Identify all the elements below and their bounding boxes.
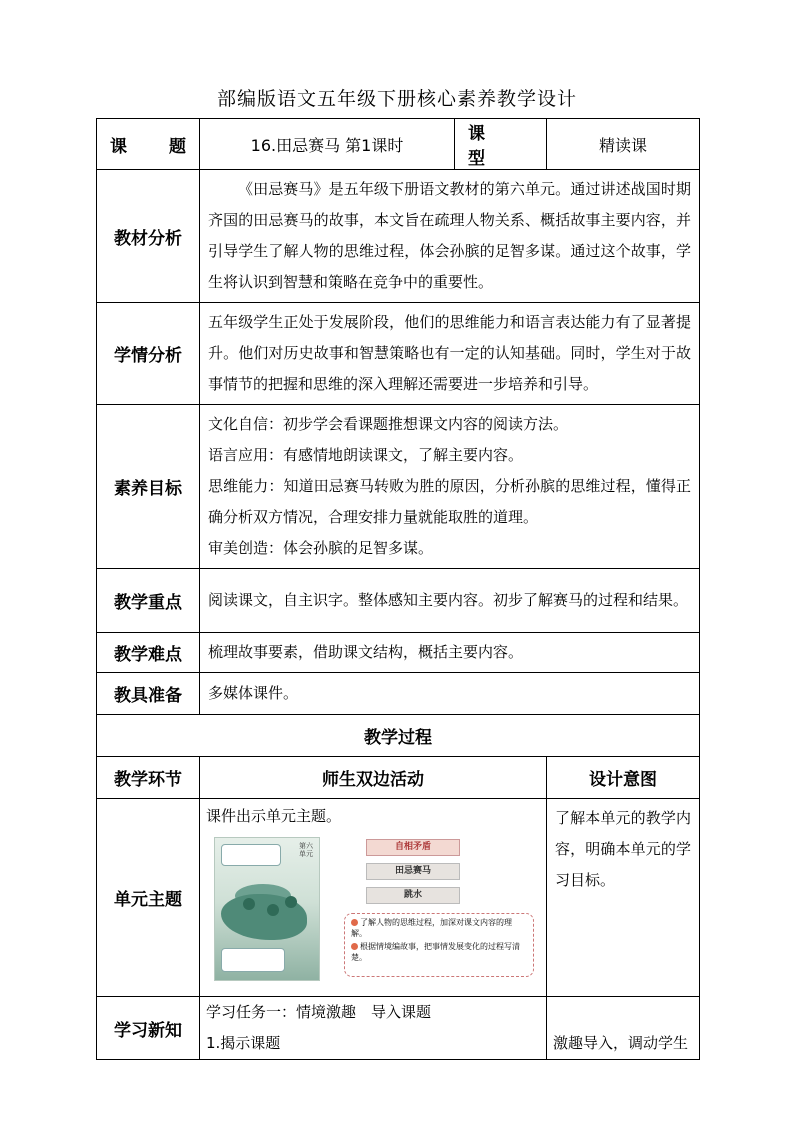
key-points-label: 教学重点 xyxy=(97,569,200,633)
tools-row xyxy=(97,673,700,715)
difficulties-row xyxy=(97,633,700,673)
document-title: 部编版语文五年级下册核心素养教学设计 xyxy=(216,88,577,110)
goal-item: 思维能力：知道田忌赛马转败为胜的原因，分析孙膑的思维过程，懂得正确分析双方情况，合理安排力量就能取胜的道理。 xyxy=(208,477,691,526)
bullet-dot-icon xyxy=(351,943,358,950)
stage-column-header: 教学环节 xyxy=(97,757,200,799)
lesson-plan-table xyxy=(96,118,700,1060)
goal-item: 语言应用：有感情地朗读课文，了解主要内容。 xyxy=(208,446,524,464)
activity-cell xyxy=(200,997,547,1060)
unit-goal: 了解人物的思维过程，加深对课文内容的理解。 xyxy=(351,918,512,938)
goal-item: 审美创造：体会孙膑的足智多谋。 xyxy=(208,539,434,557)
activity-line: 1.揭示课题 xyxy=(206,1034,281,1052)
tools-text: 多媒体课件。 xyxy=(200,673,700,715)
unit-poster-image xyxy=(214,837,320,981)
student-analysis-label: 学情分析 xyxy=(97,303,200,405)
activity-line: 学习任务一：情境激趣 导入课题 xyxy=(206,1003,432,1021)
goals-label: 素养目标 xyxy=(97,405,200,569)
topic-label: 课 题 xyxy=(97,119,200,170)
unit-theme-illustration xyxy=(206,835,540,983)
intent-cell: 激趣导入，调动学生 xyxy=(547,997,700,1060)
material-analysis-label: 教材分析 xyxy=(97,170,200,303)
stage-cell: 单元主题 xyxy=(97,799,200,997)
activity-cell xyxy=(200,799,547,997)
intent-cell: 了解本单元的教学内容，明确本单元的学习目标。 xyxy=(547,799,700,997)
difficulties-text: 梳理故事要素，借助课文结构，概括主要内容。 xyxy=(200,633,700,673)
key-points-text: 阅读课文，自主识字。整体感知主要内容。初步了解赛马的过程和结果。 xyxy=(200,569,700,633)
process-column-headers xyxy=(97,757,700,799)
topic-value: 16.田忌赛马 第1课时 xyxy=(200,119,455,170)
material-analysis-row xyxy=(97,170,700,303)
student-analysis-row xyxy=(97,303,700,405)
bullet-dot-icon xyxy=(351,919,358,926)
lesson-pill: 自相矛盾 xyxy=(366,839,460,856)
key-points-row xyxy=(97,569,700,633)
type-value: 精读课 xyxy=(547,119,700,170)
goals-row xyxy=(97,405,700,569)
unit-goal: 根据情境编故事，把事情发展变化的过程写清楚。 xyxy=(351,942,520,962)
tools-label: 教具准备 xyxy=(97,673,200,715)
student-analysis-text: 五年级学生正处于发展阶段，他们的思维能力和语言表达能力有了显著提升。他们对历史故事和智慧策略也有一定的认知基础。同时，学生对于故事情节的把握和思维的深入理解还需要进一步培养和引导。 xyxy=(200,303,700,405)
activity-column-header: 师生双边活动 xyxy=(200,757,547,799)
difficulties-label: 教学难点 xyxy=(97,633,200,673)
process-row-unit-theme xyxy=(97,799,700,997)
process-row-new-learning xyxy=(97,997,700,1060)
process-header-row xyxy=(97,715,700,757)
header-row xyxy=(97,119,700,170)
activity-text: 课件出示单元主题。 xyxy=(206,807,342,825)
lesson-pill: 跳水 xyxy=(366,887,460,904)
lesson-pill: 田忌赛马 xyxy=(366,863,460,880)
unit-tag: 第六单元 xyxy=(299,842,313,858)
material-analysis-text: 《田忌赛马》是五年级下册语文教材的第六单元。通过讲述战国时期齐国的田忌赛马的故事，本文旨在疏理人物关系、概括故事主要内容，并引导学生了解人物的思维过程，体会孙膑的足智多谋。通过这个故事，学生将认识到智慧和策略在竞争中的重要性。 xyxy=(200,170,700,303)
process-section-title: 教学过程 xyxy=(97,715,700,757)
goals-list xyxy=(200,405,700,569)
unit-goals-box xyxy=(344,913,534,977)
type-label: 课 型 xyxy=(455,119,547,170)
stage-cell: 学习新知 xyxy=(97,997,200,1060)
intent-column-header: 设计意图 xyxy=(547,757,700,799)
goal-item: 文化自信：初步学会看课题推想课文内容的阅读方法。 xyxy=(208,415,569,433)
